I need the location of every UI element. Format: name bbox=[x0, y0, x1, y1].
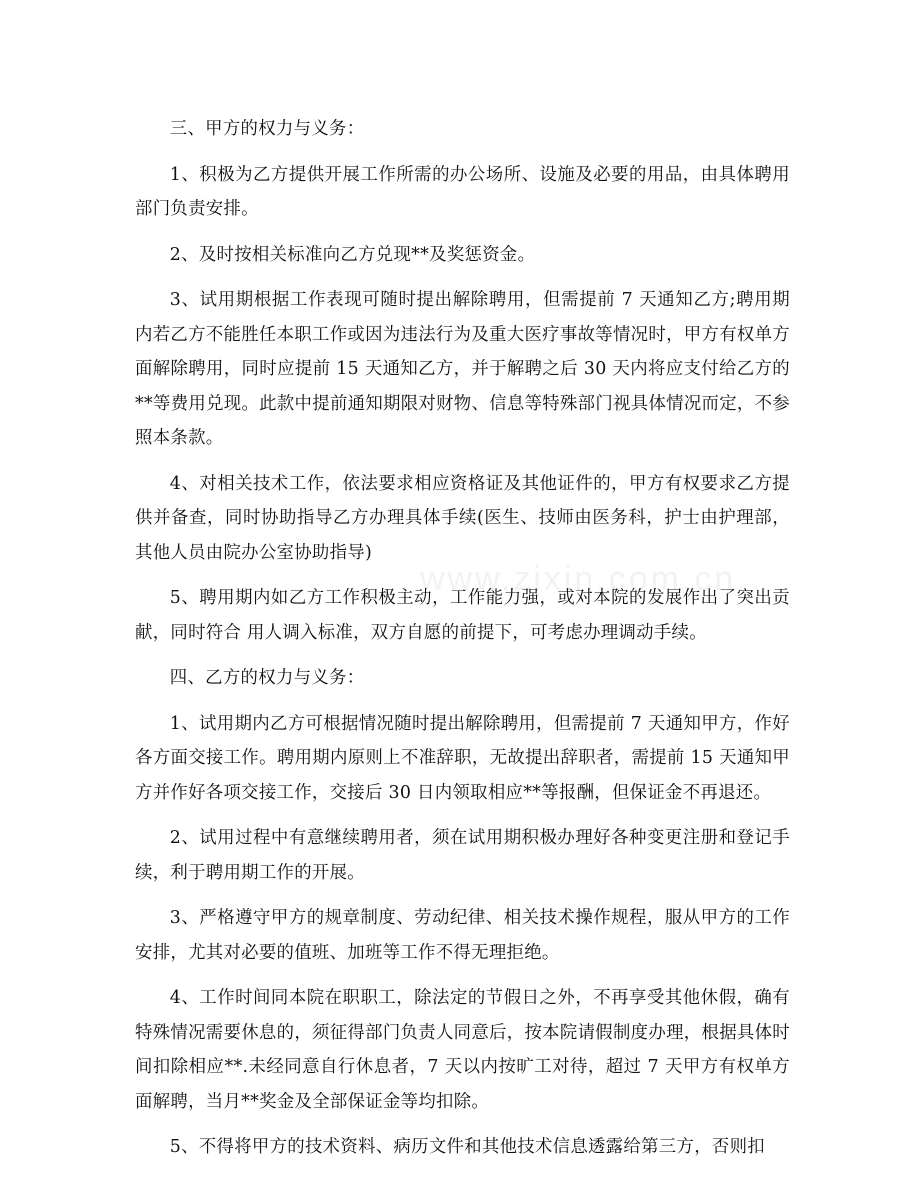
clause-b-2: 2、试用过程中有意继续聘用者，须在试用期积极办理好各种变更注册和登记手续，利于聘用期工作的开展。 bbox=[135, 828, 790, 883]
section-heading-party-b: 四、乙方的权力与义务： bbox=[169, 668, 365, 688]
clause-b-5: 5、不得将甲方的技术资料、病历文件和其他技术信息透露给第三方，否则扣 bbox=[169, 1137, 765, 1157]
clause-a-2: 2、及时按相关标准向乙方兑现**及奖惩资金。 bbox=[169, 244, 536, 265]
clause-a-5: 5、聘用期内如乙方工作积极主动，工作能力强，或对本院的发展作出了突出贡献，同时符合 用人调入标准，双方自愿的前提下，可考虑办理调动手续。 bbox=[135, 588, 790, 643]
clause-b-3: 3、严格遵守甲方的规章制度、劳动纪律、相关技术操作规程，服从甲方的工作安排，尤其对必要的值班、加班等工作不得无理拒绝。 bbox=[135, 908, 790, 963]
clause-a-4: 4、对相关技术工作，依法要求相应资格证及其他证件的，甲方有权要求乙方提供并备查，同时协助指导乙方办理具体手续(医生、技师由医务科，护士由护理部，其他人员由院办公室协助指导) bbox=[135, 473, 790, 563]
clause-b-4: 4、工作时间同本院在职职工，除法定的节假日之外，不再享受其他休假，确有特殊情况需要休息的，须征得部门负责人同意后，按本院请假制度办理，根据具体时间扣除相应**.未经同意自行休息者，7 天以内按旷工对待，超过 7 天甲方有权单方面解聘，当月**奖金及全部保证金等均扣除。 bbox=[135, 988, 790, 1112]
clause-a-1: 1、积极为乙方提供开展工作所需的办公场所、设施及必要的用品，由具体聘用部门负责安排。 bbox=[135, 164, 790, 219]
clause-a-3: 3、试用期根据工作表现可随时提出解除聘用，但需提前 7 天通知乙方;聘用期内若乙方不能胜任本职工作或因为违法行为及重大医疗事故等情况时，甲方有权单方面解除聘用，同时应提前 15 天通知乙方，并于解聘之后 30 天内将应支付给乙方的**等费用兑现。此款中提前通知期限对财物、信息等特殊部门视具体情况而定，不参照本条款。 bbox=[135, 290, 790, 448]
clause-b-1: 1、试用期内乙方可根据情况随时提出解除聘用，但需提前 7 天通知甲方，作好各方面交接工作。聘用期内原则上不准辞职，无故提出辞职者，需提前 15 天通知甲方并作好各项交接工作，交接后 30 日内领取相应**等报酬，但保证金不再退还。 bbox=[135, 713, 790, 803]
section-heading-party-a: 三、甲方的权力与义务： bbox=[169, 119, 365, 139]
watermark: www.zixin.com.cn bbox=[420, 560, 737, 598]
document-body bbox=[135, 112, 790, 1176]
